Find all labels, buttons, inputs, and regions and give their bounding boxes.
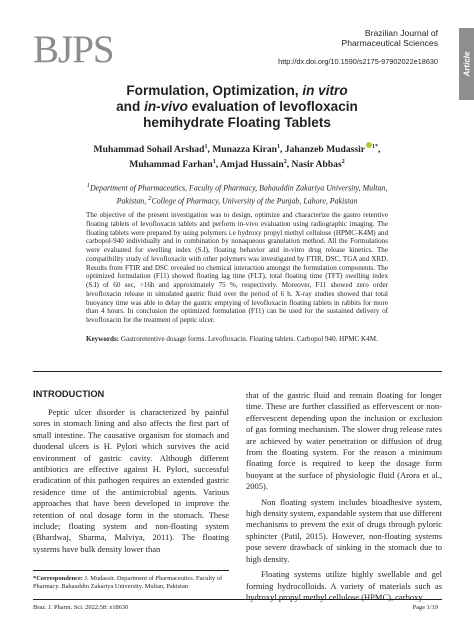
journal-name [342,28,439,48]
doi-link[interactable]: http://dx.doi.org/10.1590/s2175-97902022e18630 [278,57,438,66]
abstract-text: The objective of the present investigation was to design, optimize and characterize the gastro retentive floating tablets of levofloxacin tablets and perform in-vivo evaluation using radiographic imaging. The floating tablets were prepared by using polymers i.e hydroxy propyl methyl cellulose (HPMC-K4M) and carbopol-940 individually and in combination by nonaqueous granulation method. All the Formulations were evaluated for swelling index (S.I), floating behavior and in-vitro drug release kinetics. The compatibility study of levofloxacin with other polymers was investigated by FTIR, DSC, TGA and XRD. Results from FTIR and DSC revealed no chemical interaction amongst the formulation components. The optimized formulation (F11) showed floating lag time (FLT), total floating time (TFT) swelling index (S.I) of 60 sec, >16h and approximately 75 %, respectively. Moreover, F11 showed zero order levofloxacin release in simulated gastric fluid over the period of 6 h. X-ray studies showed that total buoyancy time was able to delay the gastric emptying of levofloxacin floating tablets in rabbits for more than 4 hours. In conclusion the optimized formulation (F11) can be used for the sustained delivery of levofloxacin for the treatment of peptic ulcer. [86,211,388,324]
keywords [86,335,388,344]
affil-2-marker: 2 [148,194,152,202]
title-line1: Formulation, Optimization, [126,83,303,98]
affil-2-text: College of Pharmacy, University of the Punjab, Lahore, Pakistan [151,196,358,206]
intro-paragraph: that of the gastric fluid and remain floating for longer time. These are further classified as effervescent or non-effervescent depending upon the inclusion or exclusion of gas forming mechanism. The slower drug release rates are achieved by water penetration or diffusion of drug from the floating system. For the reason a minimum floating force is required to keep the dosage form buoyant at the surface of physiologic fluid (Arora et al., 2005). [246,390,442,492]
author-6: , Nasir Abbas [286,159,342,171]
intro-right-column [246,390,442,603]
correspondence-note [33,575,229,591]
author-2: , Munazza Kiran [207,144,277,156]
keywords-text: Gastroretentive dosage forms. Levofloxacin. Floating tablets. Carbopol 940. HPMC K4M. [119,335,378,343]
author-5-affil: 2 [283,159,287,166]
title-line3: hemihydrate Floating Tablets [143,115,331,130]
footnote-divider [33,570,229,571]
journal-logo: BJPS [33,28,114,71]
author-2-affil: 1 [277,144,280,150]
article-type-tab [459,28,474,100]
title-line2-pre: and [116,99,145,114]
keywords-label: Keywords: [86,335,120,343]
article-type-label: Article [462,51,471,77]
author-6-affil: 2 [341,159,345,166]
affiliations [72,181,402,206]
intro-paragraph: Peptic ulcer disorder is characterized by painful sores in stomach lining and also affects the first part of small intestine. The causative organism for stomach and duodenal ulcers is H. Pylori which survives the acid environment of gastric cavity. Although different antibiotics are effective against H. Pylori, successful eradication of this pathogen requires an extended gastric residence time of the antimicrobial agents. Various approaches that have been developed to improve the retention of oral dosage form in the stomach. These include; floating system and non-floating system (Bhardwaj, Sharma, Malviya, 2011). The floating systems have bulk density lower than [33,407,229,554]
section-divider [33,371,442,372]
page-number: Page 1/19 [412,604,438,611]
citation-footer: Braz. J. Pharm. Sci. 2022;58: e18630 [33,604,129,611]
author-list: Muhammad Sohail Arshad$^1$, Munazza Kiran$^1$, Jahanzeb Mudassir $^{1*}$, Muhammad Farhan$^1$, Amjad Hussain$^2$, Nasir Abbas$^2$ [93,144,381,171]
footer-divider [33,599,442,600]
title-line1-italic: in vitro [302,83,348,98]
title-line2-post: evaluation of levofloxacin [187,99,358,114]
journal-name-line1: Brazilian Journal of [364,28,438,38]
affil-1-text: Department of Pharmaceutics, Faculty of Pharmacy, Bahauddin Zakariya University, Multan, Pakistan, [89,183,388,206]
title-line2-italic: in-vivo [144,99,188,114]
author-5: , Amjad Hussain [215,159,284,171]
intro-left-column [33,407,229,555]
author-3-affil: 1* [372,144,379,150]
paper-title [40,83,434,131]
correspondence-text: J. Mudassir. Department of Pharmaceutics. Faculty of Pharmacy. Bahauddin Zakariya University. Multan, Pakistan [33,575,223,590]
author-4: Muhammad Farhan [129,159,213,171]
intro-paragraph: Floating systems utilize highly swellable and gel forming hydrocolloids. A variety of materials such as hydroxyl propyl methyl cellulose (HPMC), carboxy [246,569,442,602]
author-1: Muhammad Sohail Arshad [93,144,205,156]
author-1-affil: 1 [204,144,208,150]
intro-paragraph: Non floating system includes bioadhesive system, high density system, expandable system that use different mechanisms to prevent the exit of drugs through pyloric sphincter (Patil, 2015). However, non-floating systems pose severe drawback of sinking in the stomach due to high density. [246,496,442,564]
affil-1-marker: 1 [86,182,90,189]
author-3: , Jahanzeb Mudassir [280,144,366,156]
author-4-affil: 1 [212,159,216,166]
journal-name-line2: Pharmaceutical Sciences [341,38,438,48]
intro-heading: INTRODUCTION [33,389,105,399]
correspondence-label: *Correspondence: [33,575,83,582]
